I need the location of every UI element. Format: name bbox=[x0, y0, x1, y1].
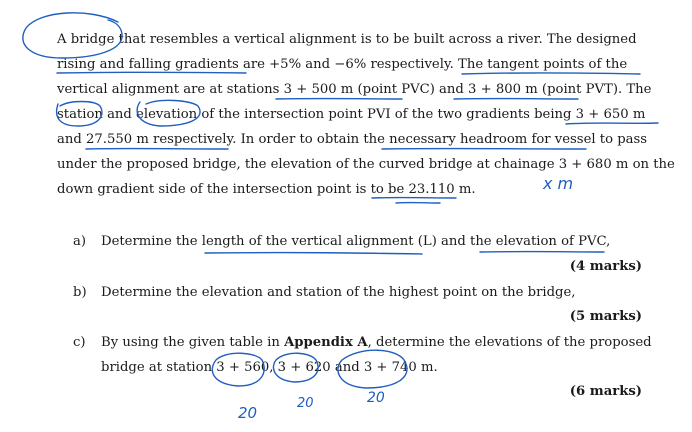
question-c bbox=[73, 330, 652, 355]
question-b bbox=[73, 280, 575, 305]
question-a-text: Determine the length of the vertical alignment (L) and the elevation of PVC, bbox=[101, 234, 611, 249]
handwritten-note-620: 20 bbox=[297, 396, 314, 411]
question-b-marks: (5 marks) bbox=[569, 309, 642, 324]
question-c-text-after: , determine the elevations of the proposed bbox=[367, 335, 652, 350]
question-b-text: Determine the elevation and station of the highest point on the bridge, bbox=[101, 285, 576, 300]
paragraph-line-2: rising and falling gradients are +5% and −6% respectively. The tangent points of the bbox=[57, 57, 628, 72]
paragraph-line-3: vertical alignment are at stations 3 + 500 m (point PVC) and 3 + 800 m (point PVT). The bbox=[57, 82, 652, 97]
question-a-marks: (4 marks) bbox=[569, 259, 642, 274]
question-a-label: a) bbox=[73, 234, 87, 249]
handwritten-note-740: 20 bbox=[367, 390, 385, 406]
question-c-appendix: Appendix A bbox=[284, 335, 368, 350]
question-b-label: b) bbox=[73, 285, 87, 300]
question-c-line-2: bridge at station 3 + 560, 3 + 620 and 3 + 740 m. bbox=[101, 360, 438, 375]
paragraph-line-5: and 27.550 m respectively. In order to obtain the necessary headroom for vessel to pass bbox=[57, 132, 648, 147]
question-a bbox=[73, 229, 610, 254]
paragraph-line-6: under the proposed bridge, the elevation of the curved bridge at chainage 3 + 680 m on the bbox=[57, 157, 675, 172]
paragraph-line-7: down gradient side of the intersection point is to be 23.110 m. bbox=[57, 182, 476, 197]
question-c-text-before: By using the given table in bbox=[101, 335, 285, 350]
handwritten-note-560: 20 bbox=[238, 404, 258, 422]
paragraph-line-4: station and elevation of the intersection point PVI of the two gradients being 3 + 650 m bbox=[57, 107, 646, 122]
handwritten-note-xm: x m bbox=[543, 174, 574, 193]
question-c-marks: (6 marks) bbox=[569, 384, 642, 399]
paragraph-line-1: A bridge that resembles a vertical alignment is to be built across a river. The designed bbox=[57, 32, 637, 47]
question-c-label: c) bbox=[73, 335, 86, 350]
